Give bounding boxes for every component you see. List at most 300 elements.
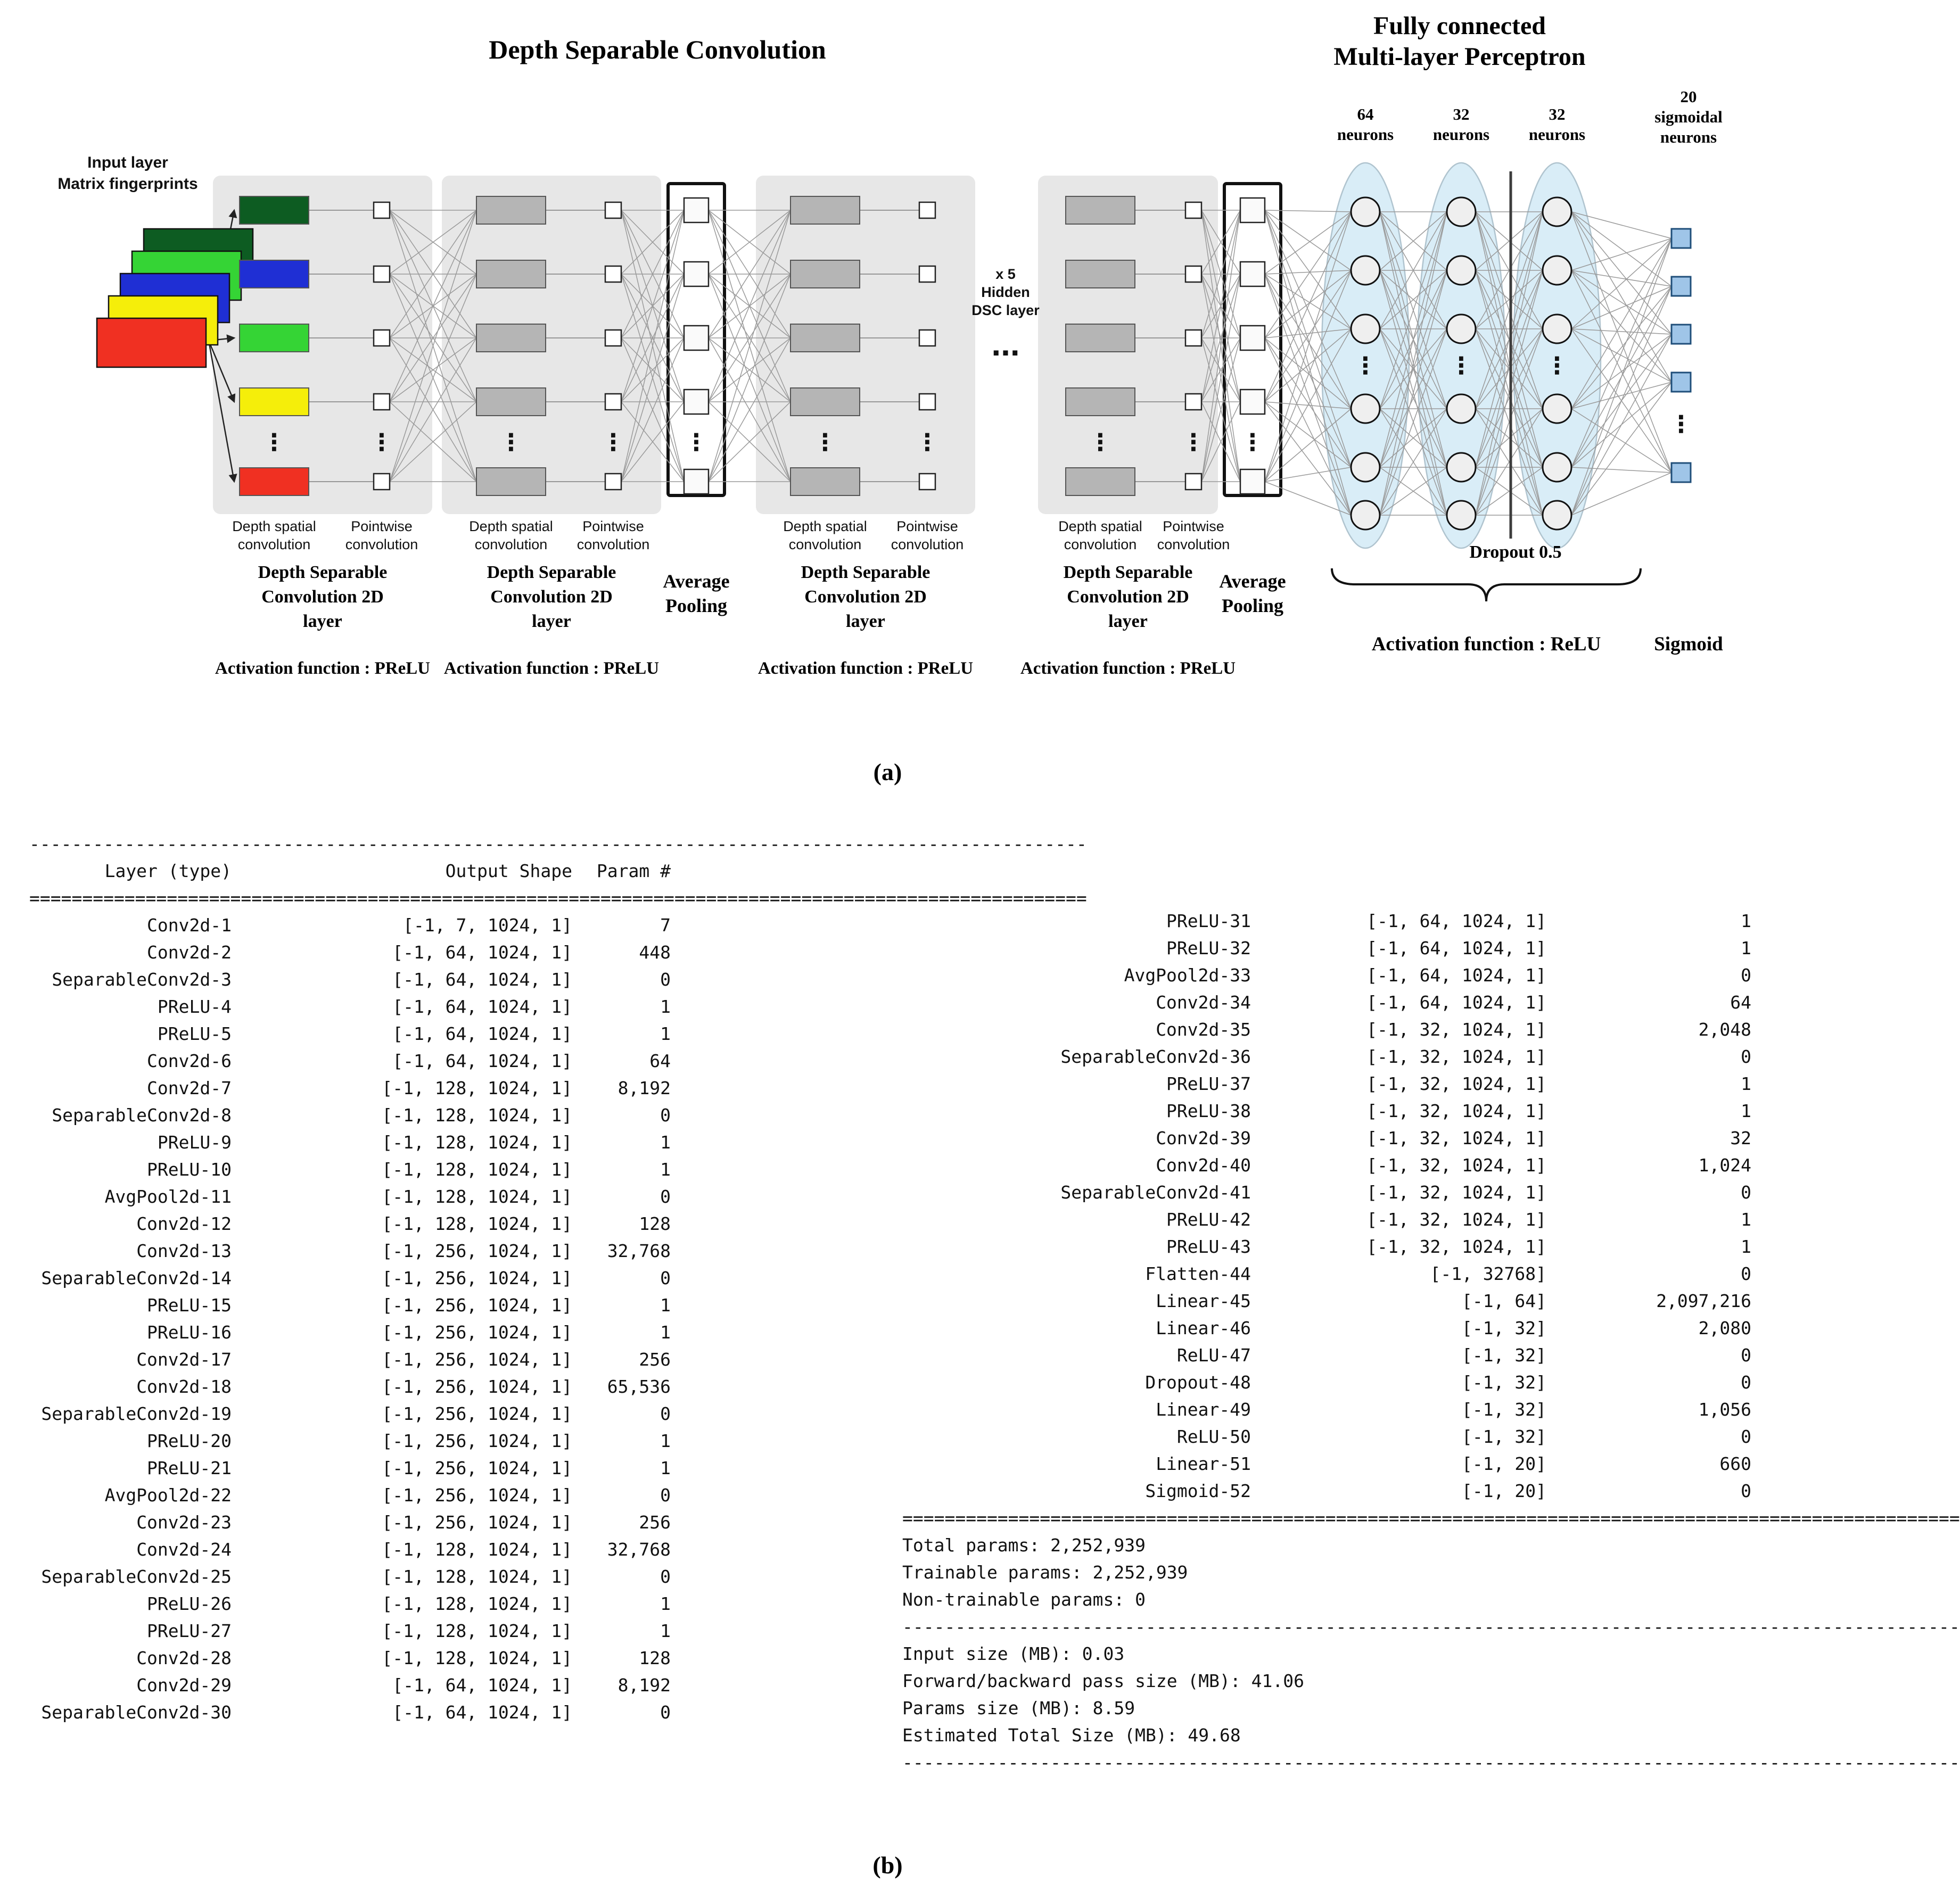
depth-conv-rect	[790, 324, 860, 352]
hidden-dsc-label-line1: x 5	[995, 266, 1016, 282]
input-layer-label-line1: Input layer	[87, 154, 168, 171]
summary-cell-param: 0	[1741, 1372, 1751, 1393]
figure-label-b: (b)	[872, 1851, 903, 1879]
summary-size-line: Estimated Total Size (MB): 49.68	[902, 1725, 1241, 1746]
neuron-circle	[1447, 197, 1476, 226]
summary-cell-shape: [-1, 128, 1024, 1]	[382, 1648, 572, 1668]
vertical-dots: ⋮	[1241, 429, 1264, 456]
summary-cell-layer: Dropout-48	[1145, 1372, 1251, 1393]
summary-row	[902, 907, 1751, 935]
summary-cell-shape: [-1, 32, 1024, 1]	[1366, 1236, 1546, 1257]
summary-row	[902, 989, 1751, 1016]
pointwise-square	[374, 394, 390, 410]
summary-cell-layer: AvgPool2d-11	[104, 1186, 232, 1207]
dsc-layer-label: Convolution 2D	[490, 587, 613, 607]
summary-cell-layer: PReLU-10	[147, 1159, 232, 1180]
summary-cell-layer: PReLU-5	[157, 1023, 232, 1044]
depth-conv-rect	[790, 260, 860, 288]
summary-row	[902, 1233, 1751, 1260]
depth-conv-rect	[790, 388, 860, 416]
vertical-dots: ⋮	[916, 429, 939, 456]
pointwise-square	[1185, 474, 1201, 490]
relu-brace	[1332, 568, 1641, 601]
avgpool-label: Average	[663, 571, 730, 592]
depth-conv-rect	[476, 196, 546, 224]
summary-cell-layer: ReLU-47	[1176, 1345, 1251, 1366]
depth-conv-rect	[476, 468, 546, 495]
pointwise-square	[374, 474, 390, 490]
avgpool-square	[684, 326, 709, 350]
summary-cell-param: 0	[660, 1702, 671, 1723]
summary-cell-layer: PReLU-16	[147, 1322, 232, 1343]
summary-cell-layer: Conv2d-39	[1156, 1128, 1251, 1148]
summary-cell-layer: Conv2d-18	[136, 1376, 232, 1397]
summary-cell-param: 0	[1741, 1481, 1751, 1501]
output-neuron-square	[1671, 277, 1691, 296]
output-neuron-square	[1671, 463, 1691, 482]
depth-conv-rect	[790, 196, 860, 224]
divider-dash: ----------------------------------------------------------------------------------------------------	[902, 1616, 1960, 1637]
summary-cell-shape: [-1, 128, 1024, 1]	[382, 1186, 572, 1207]
summary-cell-shape: [-1, 64, 1024, 1]	[1366, 911, 1546, 931]
pointwise-square	[374, 202, 390, 218]
summary-cell-layer: SeparableConv2d-3	[52, 969, 232, 990]
summary-cell-param: 1	[660, 1458, 671, 1478]
dsc-layer-label: layer	[303, 611, 342, 631]
depth-conv-label: convolution	[237, 536, 311, 552]
depth-conv-label: Depth spatial	[232, 518, 316, 534]
summary-cell-param: 1	[660, 1621, 671, 1641]
summary-cell-param: 2,080	[1698, 1318, 1751, 1338]
summary-row	[29, 1102, 671, 1129]
vertical-dots: ⋮	[685, 429, 708, 456]
dsc-layer-label: Convolution 2D	[804, 587, 927, 607]
avgpool-square	[684, 390, 709, 414]
activation-prelu-label: Activation function : PReLU	[757, 659, 974, 678]
summary-size-line: Input size (MB): 0.03	[902, 1643, 1125, 1664]
pointwise-square	[1185, 330, 1201, 346]
summary-cell-shape: [-1, 32]	[1462, 1345, 1546, 1366]
summary-cell-shape: [-1, 32, 1024, 1]	[1366, 1209, 1546, 1230]
summary-cell-param: 128	[639, 1648, 671, 1668]
summary-cell-shape: [-1, 256, 1024, 1]	[382, 1403, 572, 1424]
summary-cell-layer: PReLU-42	[1166, 1209, 1251, 1230]
summary-total-line: Trainable params: 2,252,939	[902, 1562, 1188, 1583]
divider-dash: ----------------------------------------------------------------------------------------------------	[902, 1752, 1960, 1773]
mlp-title-line1: Fully connected	[1373, 12, 1546, 40]
summary-left-rows	[29, 912, 671, 1726]
pointwise-label: Pointwise	[351, 518, 413, 534]
summary-cell-shape: [-1, 64, 1024, 1]	[1366, 992, 1546, 1013]
summary-cell-layer: Conv2d-17	[136, 1349, 232, 1370]
summary-row	[902, 1450, 1751, 1477]
summary-cell-layer: Linear-45	[1156, 1291, 1251, 1311]
figure-label-a: (a)	[873, 758, 902, 786]
summary-cell-layer: PReLU-32	[1166, 938, 1251, 958]
summary-row	[29, 1373, 671, 1400]
summary-cell-layer: Linear-51	[1156, 1453, 1251, 1474]
summary-row	[902, 1070, 1751, 1097]
summary-row	[902, 962, 1751, 989]
summary-cell-shape: [-1, 64, 1024, 1]	[392, 1051, 572, 1071]
pointwise-label: Pointwise	[1163, 518, 1224, 534]
summary-cell-param: 1	[660, 1322, 671, 1343]
summary-cell-layer: Conv2d-1	[147, 915, 232, 936]
header-param: Param #	[596, 861, 671, 881]
summary-cell-param: 32,768	[607, 1241, 671, 1261]
summary-cell-param: 1	[660, 1023, 671, 1044]
neuron-count-label: 64	[1357, 105, 1374, 123]
summary-row	[29, 1672, 671, 1699]
pointwise-label: Pointwise	[582, 518, 644, 534]
summary-row	[29, 1699, 671, 1726]
summary-row	[902, 935, 1751, 962]
divider-equals: ====================================================================================================	[29, 888, 1087, 908]
summary-cell-param: 8,192	[617, 1675, 671, 1696]
summary-cell-shape: [-1, 64, 1024, 1]	[392, 942, 572, 963]
summary-cell-shape: [-1, 128, 1024, 1]	[382, 1539, 572, 1560]
neuron-circle	[1351, 501, 1380, 530]
summary-row	[902, 1287, 1751, 1315]
depth-conv-rect	[1066, 324, 1135, 352]
activation-prelu-label: Activation function : PReLU	[215, 659, 431, 678]
summary-cell-param: 2,048	[1698, 1019, 1751, 1040]
dsc-panel	[756, 176, 975, 514]
pointwise-square	[919, 474, 935, 490]
summary-row	[902, 1315, 1751, 1342]
avgpool-square	[684, 262, 709, 286]
divider-equals: ====================================================================================================	[902, 1508, 1960, 1528]
pointwise-square	[605, 266, 621, 282]
summary-cell-param: 1	[660, 1431, 671, 1451]
summary-cell-layer: Conv2d-35	[1156, 1019, 1251, 1040]
summary-cell-param: 0	[660, 969, 671, 990]
input-layer-label-line2: Matrix fingerprints	[57, 175, 198, 193]
summary-row	[29, 1319, 671, 1346]
summary-cell-layer: SeparableConv2d-19	[41, 1403, 232, 1424]
depth-conv-rect	[1066, 196, 1135, 224]
summary-cell-layer: SeparableConv2d-41	[1060, 1182, 1251, 1203]
summary-totals	[902, 1532, 1751, 1613]
summary-cell-layer: SeparableConv2d-36	[1060, 1046, 1251, 1067]
summary-cell-param: 32,768	[607, 1539, 671, 1560]
summary-cell-shape: [-1, 32, 1024, 1]	[1366, 1128, 1546, 1148]
architecture-diagram	[0, 0, 1775, 798]
neuron-count-label: sigmoidal	[1654, 108, 1723, 126]
summary-cell-param: 256	[639, 1512, 671, 1533]
vertical-dots: ⋮	[1545, 353, 1569, 379]
summary-cell-param: 1	[660, 1132, 671, 1153]
dropout-label: Dropout 0.5	[1469, 542, 1562, 562]
summary-cell-layer: Conv2d-34	[1156, 992, 1251, 1013]
neuron-circle	[1351, 315, 1380, 343]
summary-cell-shape: [-1, 64, 1024, 1]	[392, 1023, 572, 1044]
dsc-title: Depth Separable Convolution	[489, 35, 826, 64]
depth-conv-rect	[1066, 468, 1135, 495]
summary-cell-layer: PReLU-27	[147, 1621, 232, 1641]
summary-cell-param: 32	[1730, 1128, 1751, 1148]
neuron-count-label: 32	[1549, 105, 1566, 123]
summary-cell-shape: [-1, 64, 1024, 1]	[392, 996, 572, 1017]
summary-cell-shape: [-1, 32]	[1462, 1318, 1546, 1338]
neuron-circle	[1543, 256, 1571, 285]
summary-cell-shape: [-1, 20]	[1462, 1481, 1546, 1501]
summary-cell-shape: [-1, 20]	[1462, 1453, 1546, 1474]
avgpool-square	[1240, 262, 1265, 286]
summary-cell-param: 1,056	[1698, 1399, 1751, 1420]
summary-cell-shape: [-1, 32, 1024, 1]	[1366, 1046, 1546, 1067]
avgpool-label: Average	[1219, 571, 1286, 592]
summary-cell-shape: [-1, 128, 1024, 1]	[382, 1078, 572, 1098]
summary-cell-layer: ReLU-50	[1176, 1426, 1251, 1447]
summary-cell-shape: [-1, 64, 1024, 1]	[392, 1702, 572, 1723]
summary-cell-layer: SeparableConv2d-30	[41, 1702, 232, 1723]
depth-conv-label: convolution	[788, 536, 862, 552]
neuron-count-label: neurons	[1432, 125, 1490, 144]
vertical-dots: ⋮	[1182, 429, 1205, 456]
depth-conv-rect	[476, 324, 546, 352]
summary-cell-shape: [-1, 64, 1024, 1]	[1366, 965, 1546, 986]
summary-row	[29, 1292, 671, 1319]
summary-row	[29, 1509, 671, 1536]
dsc-layer-label: Convolution 2D	[1067, 587, 1189, 607]
pointwise-square	[919, 202, 935, 218]
summary-cell-param: 1	[1741, 911, 1751, 931]
summary-total-line: Total params: 2,252,939	[902, 1535, 1146, 1556]
summary-cell-param: 448	[639, 942, 671, 963]
summary-row	[29, 1346, 671, 1373]
vertical-dots: ⋮	[370, 429, 393, 456]
summary-cell-layer: Linear-49	[1156, 1399, 1251, 1420]
avgpool-square	[684, 198, 709, 222]
summary-right-rows	[902, 907, 1751, 1505]
neuron-count-label: neurons	[1528, 125, 1586, 144]
activation-relu-label: Activation function : ReLU	[1371, 633, 1601, 655]
summary-sizes	[902, 1640, 1751, 1749]
summary-right-column	[902, 907, 1960, 1776]
pointwise-square	[919, 330, 935, 346]
divider-dash: ----------------------------------------------------------------------------------------------------	[29, 833, 1087, 854]
summary-cell-layer: PReLU-20	[147, 1431, 232, 1451]
summary-cell-shape: [-1, 256, 1024, 1]	[382, 1431, 572, 1451]
pointwise-square	[605, 474, 621, 490]
summary-row	[29, 1617, 671, 1644]
pointwise-label: convolution	[345, 536, 418, 552]
avgpool-square	[684, 469, 709, 494]
depth-conv-rect	[1066, 260, 1135, 288]
depth-conv-label: Depth spatial	[783, 518, 867, 534]
summary-cell-shape: [-1, 32768]	[1430, 1263, 1546, 1284]
summary-row	[29, 1454, 671, 1482]
activation-prelu-label: Activation function : PReLU	[443, 659, 660, 678]
summary-cell-shape: [-1, 128, 1024, 1]	[382, 1593, 572, 1614]
neuron-count-label: 20	[1680, 87, 1697, 106]
summary-cell-layer: PReLU-37	[1166, 1073, 1251, 1094]
dsc-layer-label: Depth Separable	[258, 563, 388, 582]
summary-row	[902, 1179, 1751, 1206]
summary-row	[29, 1183, 671, 1210]
summary-cell-param: 256	[639, 1349, 671, 1370]
summary-cell-param: 1	[1741, 1101, 1751, 1121]
summary-cell-shape: [-1, 32, 1024, 1]	[1366, 1155, 1546, 1176]
vertical-dots: ⋮	[262, 429, 286, 456]
summary-cell-shape: [-1, 256, 1024, 1]	[382, 1512, 572, 1533]
depth-conv-rect	[1066, 388, 1135, 416]
neuron-circle	[1543, 501, 1571, 530]
summary-cell-layer: AvgPool2d-33	[1124, 965, 1251, 986]
output-neuron-square	[1671, 373, 1691, 392]
neuron-circle	[1351, 197, 1380, 226]
summary-cell-shape: [-1, 64]	[1462, 1291, 1546, 1311]
depth-conv-label: convolution	[474, 536, 548, 552]
mlp-title-line2: Multi-layer Perceptron	[1333, 43, 1586, 71]
depth-conv-rect	[240, 324, 309, 352]
summary-cell-param: 1	[1741, 938, 1751, 958]
summary-cell-layer: AvgPool2d-22	[104, 1485, 232, 1506]
summary-cell-layer: PReLU-4	[157, 996, 232, 1017]
summary-cell-param: 0	[660, 1485, 671, 1506]
neuron-circle	[1543, 453, 1571, 482]
summary-cell-layer: Conv2d-40	[1156, 1155, 1251, 1176]
summary-cell-layer: PReLU-15	[147, 1295, 232, 1316]
neuron-circle	[1351, 453, 1380, 482]
pointwise-square	[605, 330, 621, 346]
summary-row	[29, 1156, 671, 1183]
summary-cell-param: 1	[1741, 1236, 1751, 1257]
summary-cell-layer: Conv2d-24	[136, 1539, 232, 1560]
summary-cell-layer: PReLU-9	[157, 1132, 232, 1153]
summary-cell-param: 65,536	[607, 1376, 671, 1397]
dsc-layer-label: layer	[1108, 611, 1148, 631]
pointwise-label: Pointwise	[896, 518, 958, 534]
summary-cell-param: 64	[1730, 992, 1751, 1013]
depth-conv-rect	[790, 468, 860, 495]
dsc-layer-label: layer	[846, 611, 885, 631]
summary-row	[29, 1400, 671, 1427]
pointwise-square	[919, 266, 935, 282]
summary-cell-layer: PReLU-21	[147, 1458, 232, 1478]
vertical-dots: ⋮	[1089, 429, 1112, 456]
summary-cell-layer: Conv2d-29	[136, 1675, 232, 1696]
summary-row	[902, 1152, 1751, 1179]
summary-cell-shape: [-1, 256, 1024, 1]	[382, 1295, 572, 1316]
summary-cell-shape: [-1, 256, 1024, 1]	[382, 1322, 572, 1343]
neuron-circle	[1543, 197, 1571, 226]
activation-prelu-label: Activation function : PReLU	[1020, 659, 1236, 678]
summary-cell-param: 0	[1741, 965, 1751, 986]
summary-cell-layer: SeparableConv2d-8	[52, 1105, 232, 1126]
neuron-circle	[1447, 256, 1476, 285]
vertical-dots: ⋮	[1354, 353, 1377, 379]
pointwise-square	[605, 202, 621, 218]
pointwise-label: convolution	[577, 536, 650, 552]
summary-cell-shape: [-1, 128, 1024, 1]	[382, 1105, 572, 1126]
vertical-dots: ⋮	[499, 429, 523, 456]
avgpool-square	[1240, 326, 1265, 350]
summary-cell-param: 1	[1741, 1209, 1751, 1230]
summary-cell-shape: [-1, 128, 1024, 1]	[382, 1132, 572, 1153]
vertical-dots: ⋮	[602, 429, 625, 456]
summary-cell-shape: [-1, 32]	[1462, 1399, 1546, 1420]
avgpool-square	[1240, 469, 1265, 494]
depth-conv-rect	[240, 388, 309, 416]
depth-conv-label: Depth spatial	[1058, 518, 1142, 534]
summary-header	[29, 857, 671, 884]
summary-size-line: Forward/backward pass size (MB): 41.06	[902, 1671, 1304, 1691]
output-neuron-square	[1671, 325, 1691, 344]
summary-row	[29, 1129, 671, 1156]
summary-cell-param: 1	[1741, 1073, 1751, 1094]
vertical-dots: ⋮	[1450, 353, 1473, 379]
summary-row	[902, 1342, 1751, 1369]
summary-cell-layer: Sigmoid-52	[1145, 1481, 1251, 1501]
summary-cell-shape: [-1, 256, 1024, 1]	[382, 1349, 572, 1370]
summary-cell-layer: Conv2d-13	[136, 1241, 232, 1261]
summary-row	[29, 1047, 671, 1074]
summary-row	[902, 1369, 1751, 1396]
summary-row	[902, 1016, 1751, 1043]
header-shape: Output Shape	[445, 861, 572, 881]
vertical-dots: ⋮	[813, 429, 837, 456]
summary-cell-shape: [-1, 256, 1024, 1]	[382, 1241, 572, 1261]
summary-cell-param: 2,097,216	[1656, 1291, 1751, 1311]
dsc-layer-label: Convolution 2D	[261, 587, 384, 607]
summary-cell-shape: [-1, 32, 1024, 1]	[1366, 1019, 1546, 1040]
avgpool-label: Pooling	[1221, 595, 1284, 616]
summary-row	[29, 1210, 671, 1237]
summary-cell-layer: Conv2d-12	[136, 1213, 232, 1234]
depth-conv-label: convolution	[1064, 536, 1137, 552]
summary-row	[29, 993, 671, 1020]
dsc-layer-label: layer	[532, 611, 571, 631]
summary-row	[29, 966, 671, 993]
depth-conv-rect	[476, 260, 546, 288]
avgpool-square	[1240, 390, 1265, 414]
pointwise-square	[919, 394, 935, 410]
summary-cell-param: 1	[660, 1295, 671, 1316]
summary-cell-shape: [-1, 32, 1024, 1]	[1366, 1073, 1546, 1094]
summary-row	[29, 939, 671, 966]
pointwise-square	[1185, 394, 1201, 410]
summary-row	[902, 1125, 1751, 1152]
pointwise-square	[374, 330, 390, 346]
header-layer: Layer (type)	[104, 861, 232, 881]
depth-conv-label: Depth spatial	[469, 518, 553, 534]
neuron-circle	[1447, 501, 1476, 530]
summary-cell-layer: SeparableConv2d-14	[41, 1268, 232, 1288]
summary-row	[902, 1396, 1751, 1423]
input-card	[97, 318, 206, 367]
avgpool-label: Pooling	[665, 595, 728, 616]
hidden-dsc-label-line2: Hidden	[981, 284, 1030, 300]
pointwise-square	[374, 266, 390, 282]
summary-cell-param: 0	[1741, 1263, 1751, 1284]
summary-cell-shape: [-1, 128, 1024, 1]	[382, 1621, 572, 1641]
summary-cell-param: 1	[660, 1593, 671, 1614]
summary-row	[29, 1644, 671, 1672]
summary-cell-param: 0	[1741, 1426, 1751, 1447]
summary-size-line: Params size (MB): 8.59	[902, 1698, 1135, 1718]
hidden-dsc-label-line3: DSC layer	[971, 302, 1040, 318]
summary-cell-shape: [-1, 128, 1024, 1]	[382, 1159, 572, 1180]
summary-row	[29, 1590, 671, 1617]
summary-row	[902, 1097, 1751, 1125]
summary-row	[29, 1264, 671, 1292]
summary-cell-shape: [-1, 32, 1024, 1]	[1366, 1182, 1546, 1203]
summary-cell-shape: [-1, 64, 1024, 1]	[392, 1675, 572, 1696]
output-neuron-square	[1671, 229, 1691, 248]
summary-cell-param: 0	[660, 1105, 671, 1126]
